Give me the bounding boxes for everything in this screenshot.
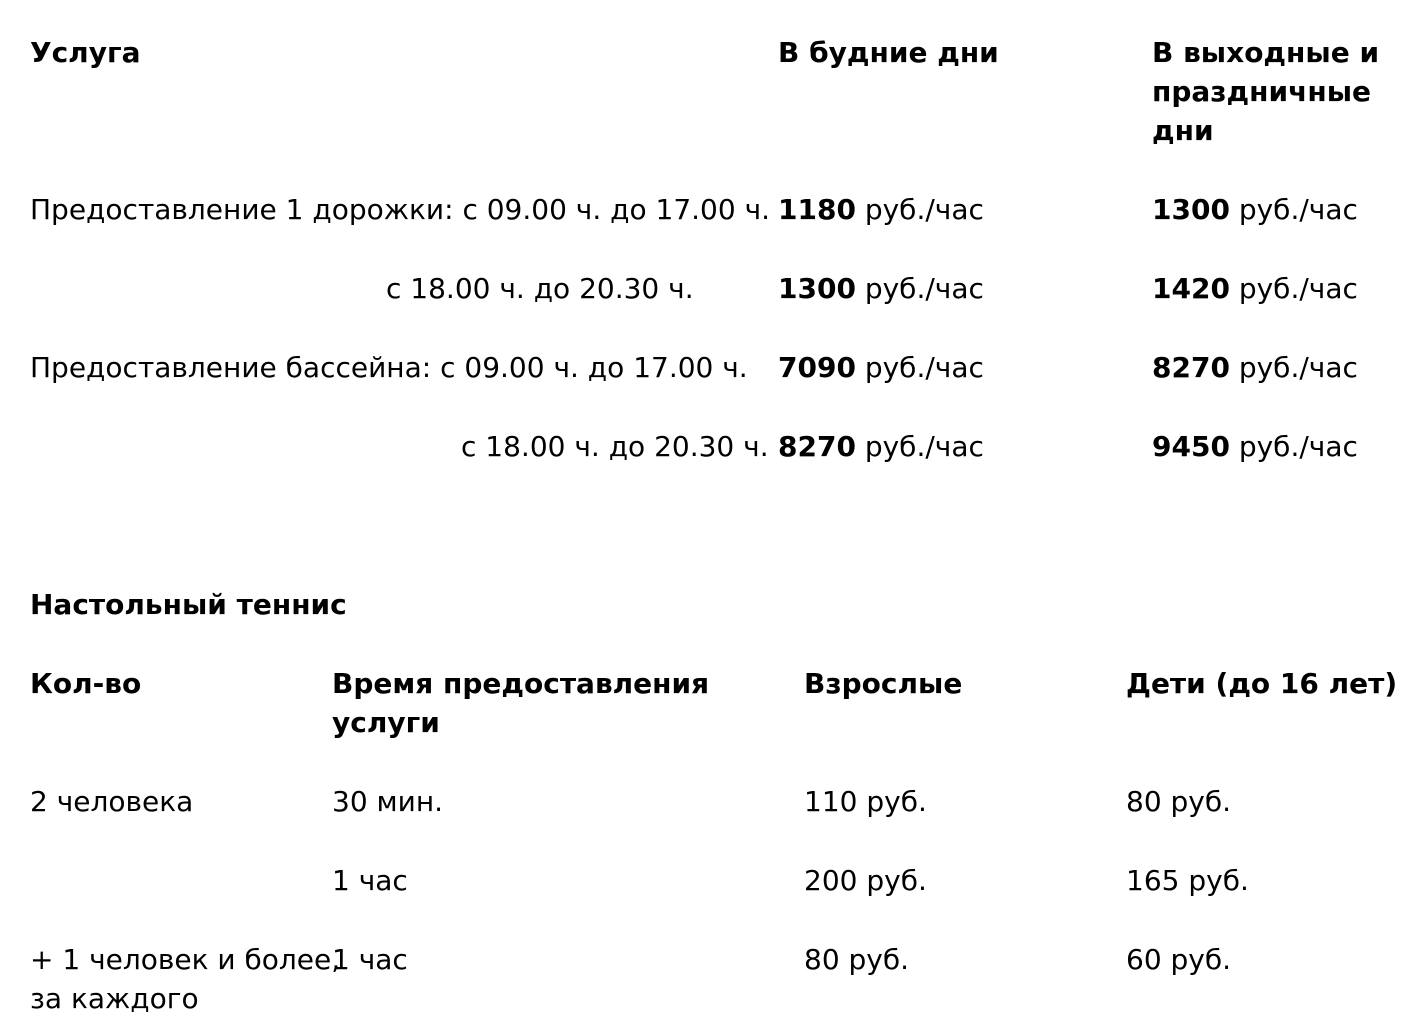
price-unit: руб./час: [1229, 272, 1358, 305]
price-amount: 8270: [778, 430, 856, 463]
header-adults: Взрослые: [804, 667, 963, 700]
price-amount: 1300: [778, 272, 856, 305]
weekday-price: [778, 348, 984, 387]
weekday-price: [778, 190, 984, 229]
adults-price: 80 руб.: [804, 943, 910, 976]
children-price: 80 руб.: [1126, 785, 1232, 818]
weekend-price: [1152, 348, 1358, 387]
weekend-price: [1152, 427, 1358, 466]
price-amount: 8270: [1152, 351, 1230, 384]
weekday-price: [778, 427, 984, 466]
adults-price: 110 руб.: [804, 785, 927, 818]
price-amount: 1420: [1152, 272, 1230, 305]
price-unit: руб./час: [855, 351, 984, 384]
adults-price: 200 руб.: [804, 864, 927, 897]
children-price: 165 руб.: [1126, 864, 1249, 897]
header-weekends-line1: В выходные и: [1152, 36, 1380, 69]
price-unit: руб./час: [855, 430, 984, 463]
price-unit: руб./час: [855, 272, 984, 305]
service-cell: с 18.00 ч. до 20.30 ч.: [461, 430, 769, 463]
children-price: 60 руб.: [1126, 943, 1232, 976]
header-weekends: [1152, 33, 1379, 150]
header-children: Дети (до 16 лет): [1126, 667, 1398, 700]
header-weekends-line3: дни: [1152, 114, 1214, 147]
qty-cell: 2 человека: [30, 785, 194, 818]
header-time: [332, 664, 709, 742]
weekday-price: [778, 269, 984, 308]
weekend-price: [1152, 269, 1358, 308]
price-unit: руб./час: [1229, 351, 1358, 384]
header-weekends-line2: праздничные: [1152, 75, 1372, 108]
time-cell: 30 мин.: [332, 785, 444, 818]
service-cell: Предоставление бассейна: с 09.00 ч. до 17.00 ч.: [30, 351, 748, 384]
header-time-line1: Время предоставления: [332, 667, 710, 700]
header-qty: Кол-во: [30, 667, 142, 700]
weekend-price: [1152, 190, 1358, 229]
header-service: Услуга: [30, 36, 141, 69]
qty-line2: за каждого: [30, 982, 199, 1015]
header-weekdays: В будние дни: [778, 36, 999, 69]
section-title: Настольный теннис: [30, 588, 347, 621]
price-unit: руб./час: [1229, 430, 1358, 463]
time-cell: 1 час: [332, 864, 408, 897]
time-cell: 1 час: [332, 943, 408, 976]
price-amount: 1300: [1152, 193, 1230, 226]
price-unit: руб./час: [1229, 193, 1358, 226]
qty-line1: + 1 человек и более,: [30, 943, 341, 976]
price-unit: руб./час: [855, 193, 984, 226]
qty-cell: [30, 940, 340, 1018]
price-amount: 9450: [1152, 430, 1230, 463]
price-amount: 7090: [778, 351, 856, 384]
price-amount: 1180: [778, 193, 856, 226]
service-cell: с 18.00 ч. до 20.30 ч.: [386, 272, 694, 305]
header-time-line2: услуги: [332, 706, 440, 739]
service-cell: Предоставление 1 дорожки: с 09.00 ч. до 17.00 ч.: [30, 193, 771, 226]
